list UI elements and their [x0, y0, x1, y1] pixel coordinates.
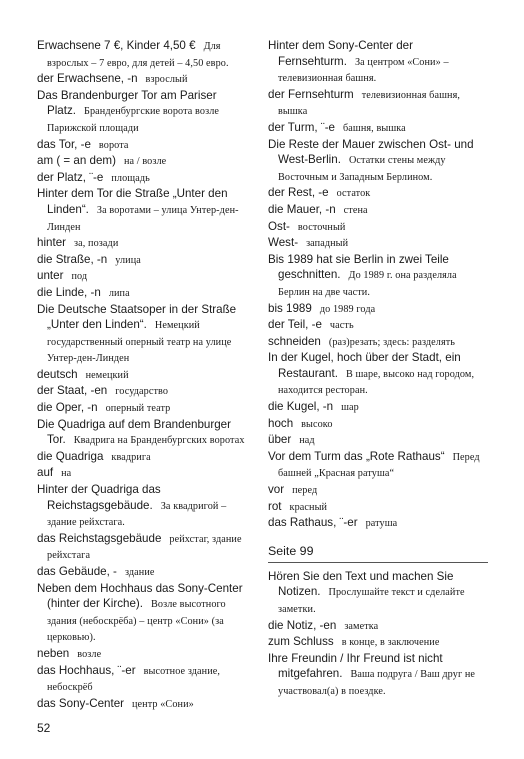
german-term: Die Quadriga auf dem Brandenburger Tor.: [37, 417, 231, 447]
russian-translation: заметка: [344, 620, 379, 632]
russian-translation: западный: [306, 238, 349, 250]
german-term: der Fernsehturm: [268, 87, 354, 101]
russian-translation: до 1989 года: [319, 303, 376, 315]
german-term: das Hochhaus, ¨-er: [37, 663, 136, 677]
vocab-entry: [37, 38, 255, 71]
russian-translation: Немецкий государственный оперный театр на улице Унтер-ден-Линден: [47, 320, 232, 365]
russian-translation: ратуша: [365, 518, 398, 530]
vocab-entry: [268, 87, 490, 120]
russian-translation: центр «Сони»: [132, 698, 194, 710]
russian-translation: в конце, в заключение: [341, 637, 440, 649]
german-term: Vor dem Turm das „Rote Rathaus“: [268, 449, 445, 463]
russian-translation: Перед башней „Красная ратуша“: [278, 451, 480, 480]
german-term: bis 1989: [268, 301, 312, 315]
german-term: Erwachsene 7 €, Kinder 4,50 €: [37, 39, 196, 52]
russian-translation: За квадригой – здание рейхстага.: [47, 500, 227, 529]
german-term: Ihre Freundin / Ihr Freund ist nicht mitgefahren.: [268, 651, 443, 681]
vocab-entry: [268, 416, 490, 433]
german-term: hoch: [268, 416, 294, 430]
german-term: das Sony-Center: [37, 696, 124, 710]
vocab-entry: [37, 465, 255, 482]
german-term: zum Schluss: [268, 635, 334, 649]
german-term: deutsch: [37, 367, 78, 381]
russian-translation: под: [71, 271, 88, 283]
russian-translation: немецкий: [85, 369, 129, 381]
german-term: die Straße, -n: [37, 252, 108, 266]
russian-translation: здание: [124, 567, 155, 578]
russian-translation: За воротами – улица Унтер-ден-Линден: [47, 204, 239, 233]
russian-translation: улица: [115, 254, 141, 266]
german-term: Das Brandenburger Tor am Pariser Platz.: [37, 88, 217, 118]
section-entries: [268, 569, 490, 700]
russian-translation: В шаре, высоко над городом, находится ресторан.: [278, 368, 475, 397]
vocab-entry: [37, 581, 255, 646]
vocab-entry: [37, 663, 255, 696]
german-term: die Mauer, -n: [268, 202, 336, 216]
russian-translation: липа: [108, 287, 130, 299]
vocab-entry: [37, 696, 255, 713]
vocab-entry: [37, 417, 255, 449]
russian-translation: площадь: [111, 172, 150, 184]
german-term: vor: [268, 483, 285, 497]
russian-translation: стена: [343, 204, 368, 216]
vocab-entry: [37, 252, 255, 269]
vocab-entry: [268, 38, 490, 87]
german-term: das Reichstagsgebäude: [37, 531, 162, 545]
vocab-entry: [37, 285, 255, 302]
vocab-entry: [268, 235, 490, 252]
russian-translation: восточный: [297, 221, 346, 233]
german-term: am ( = an dem): [37, 154, 116, 168]
vocab-entry: [268, 334, 490, 351]
vocab-entry: [37, 170, 255, 187]
russian-translation: Ваша подруга / Ваш друг не участвовал(а) в поездке.: [278, 669, 476, 697]
german-term: unter: [37, 269, 64, 283]
german-term: der Platz, ¨-e: [37, 170, 104, 184]
german-term: die Kugel, -n: [268, 400, 334, 414]
vocab-entry: [268, 399, 490, 416]
vocab-entry: [268, 499, 490, 516]
german-term: Neben dem Hochhaus das Sony-Center (hinter der Kirche).: [37, 581, 243, 611]
russian-translation: (раз)резать; здесь: разделять: [328, 336, 456, 348]
russian-translation: Для взрослых – 7 евро, для детей – 4,50 евро.: [47, 41, 229, 69]
russian-translation: телевизионная башня, вышка: [278, 89, 461, 118]
vocab-entry: [37, 367, 255, 384]
vocab-entry: [268, 120, 490, 137]
vocab-entry: [37, 268, 255, 285]
german-term: der Turm, ¨-e: [268, 120, 335, 134]
german-term: Hinter der Quadriga das Reichstagsgebäude.: [37, 483, 161, 512]
german-term: der Teil, -e: [268, 318, 322, 332]
vocab-entry: [37, 646, 255, 663]
vocab-entry: [268, 432, 490, 449]
german-term: die Linde, -n: [37, 285, 101, 299]
vocab-entry: [268, 482, 490, 499]
russian-translation: взрослый: [145, 74, 188, 86]
vocab-entry: [268, 185, 490, 202]
vocab-entry: [37, 186, 255, 235]
russian-translation: над: [299, 435, 315, 447]
german-term: neben: [37, 646, 70, 660]
russian-translation: До 1989 г. она разделяла Берлин на две части.: [278, 270, 457, 298]
vocab-entry: [37, 71, 255, 88]
russian-translation: остаток: [336, 188, 371, 200]
vocab-entry: [37, 383, 255, 400]
russian-translation: За центром «Сони» – телевизионная башня.: [278, 56, 449, 85]
russian-translation: высоко: [301, 418, 333, 430]
russian-translation: Квадрига на Бранденбургских воротах: [73, 435, 245, 447]
german-term: die Quadriga: [37, 449, 104, 463]
german-term: Die Deutsche Staatsoper in der Straße „Unter den Linden“.: [37, 302, 237, 332]
russian-translation: государство: [115, 386, 169, 398]
russian-translation: ворота: [98, 139, 129, 151]
german-term: Hören Sie den Text und machen Sie Notizen.: [268, 569, 454, 599]
german-term: Die Reste der Mauer zwischen Ost- und West-Berlin.: [268, 137, 474, 167]
russian-translation: квадрига: [111, 451, 151, 463]
vocab-entry: [268, 515, 490, 532]
german-term: Ost-: [268, 219, 290, 233]
german-term: West-: [268, 236, 299, 250]
russian-translation: на: [61, 468, 72, 480]
vocab-entry: [268, 137, 490, 186]
german-term: schneiden: [268, 334, 321, 348]
russian-translation: высотное здание, небоскрёб: [47, 665, 221, 694]
german-term: der Staat, -en: [37, 384, 108, 398]
right-column: [268, 38, 490, 700]
german-term: das Tor, -e: [37, 137, 91, 151]
russian-translation: Возле высотного здания (небоскрёба) – центр «Сони» (за церковью).: [47, 599, 226, 644]
section-heading: Seite 99: [268, 544, 488, 563]
russian-translation: перед: [292, 485, 318, 497]
vocab-entry: [37, 137, 255, 154]
vocab-entry: [37, 302, 255, 367]
german-term: der Erwachsene, -n: [37, 72, 138, 86]
german-term: Bis 1989 hat sie Berlin in zwei Teile geschnitten.: [268, 252, 449, 282]
russian-translation: возле: [77, 648, 102, 660]
german-term: das Gebäude, -: [37, 565, 117, 578]
russian-translation: Бранденбургские ворота возле Парижской площади: [47, 106, 220, 134]
german-term: Hinter dem Tor die Straße „Unter den Linden“.: [37, 187, 228, 216]
vocab-entry: [268, 317, 490, 334]
russian-translation: башня, вышка: [343, 122, 406, 134]
russian-translation: рейхстаг, здание рейхстага: [47, 533, 242, 562]
german-term: auf: [37, 466, 54, 480]
russian-translation: Прослушайте текст и сделайте заметки.: [278, 587, 465, 615]
vocab-entry: [37, 153, 255, 170]
vocab-entry: [268, 252, 490, 301]
german-term: der Rest, -e: [268, 186, 329, 200]
vocab-entry: [268, 350, 490, 399]
russian-translation: на / возле: [123, 156, 167, 168]
vocab-entry: [268, 449, 490, 482]
german-term: In der Kugel, hoch über der Stadt, ein Restaurant.: [268, 351, 461, 380]
german-term: die Oper, -n: [37, 401, 98, 415]
vocab-entry: [268, 202, 490, 219]
german-term: hinter: [37, 236, 67, 250]
vocab-entry: [268, 618, 490, 635]
german-term: Hinter dem Sony-Center der Fernsehturm.: [268, 39, 413, 68]
vocab-entry: [268, 569, 490, 618]
right-entries: [268, 38, 490, 532]
vocab-entry: [37, 482, 255, 531]
vocab-entry: [37, 400, 255, 417]
russian-translation: часть: [329, 320, 354, 332]
vocab-entry: [268, 219, 490, 236]
vocab-entry: [37, 449, 255, 466]
german-term: rot: [268, 499, 282, 513]
german-term: über: [268, 433, 292, 447]
russian-translation: шар: [341, 402, 359, 414]
page-number: 52: [37, 721, 51, 735]
russian-translation: красный: [289, 501, 328, 513]
russian-translation: оперный театр: [105, 403, 171, 415]
vocab-entry: [37, 531, 255, 564]
left-column: [37, 38, 255, 712]
russian-translation: за, позади: [74, 238, 119, 250]
vocab-entry: [268, 651, 490, 700]
russian-translation: Остатки стены между Восточным и Западным Берлином.: [278, 155, 446, 183]
german-term: das Rathaus, ¨-er: [268, 516, 358, 530]
vocab-entry: [37, 88, 255, 137]
vocab-entry: [37, 235, 255, 252]
vocab-entry: [268, 634, 490, 651]
vocab-entry: [37, 564, 255, 581]
german-term: die Notiz, -en: [268, 618, 337, 632]
vocab-entry: [268, 301, 490, 318]
